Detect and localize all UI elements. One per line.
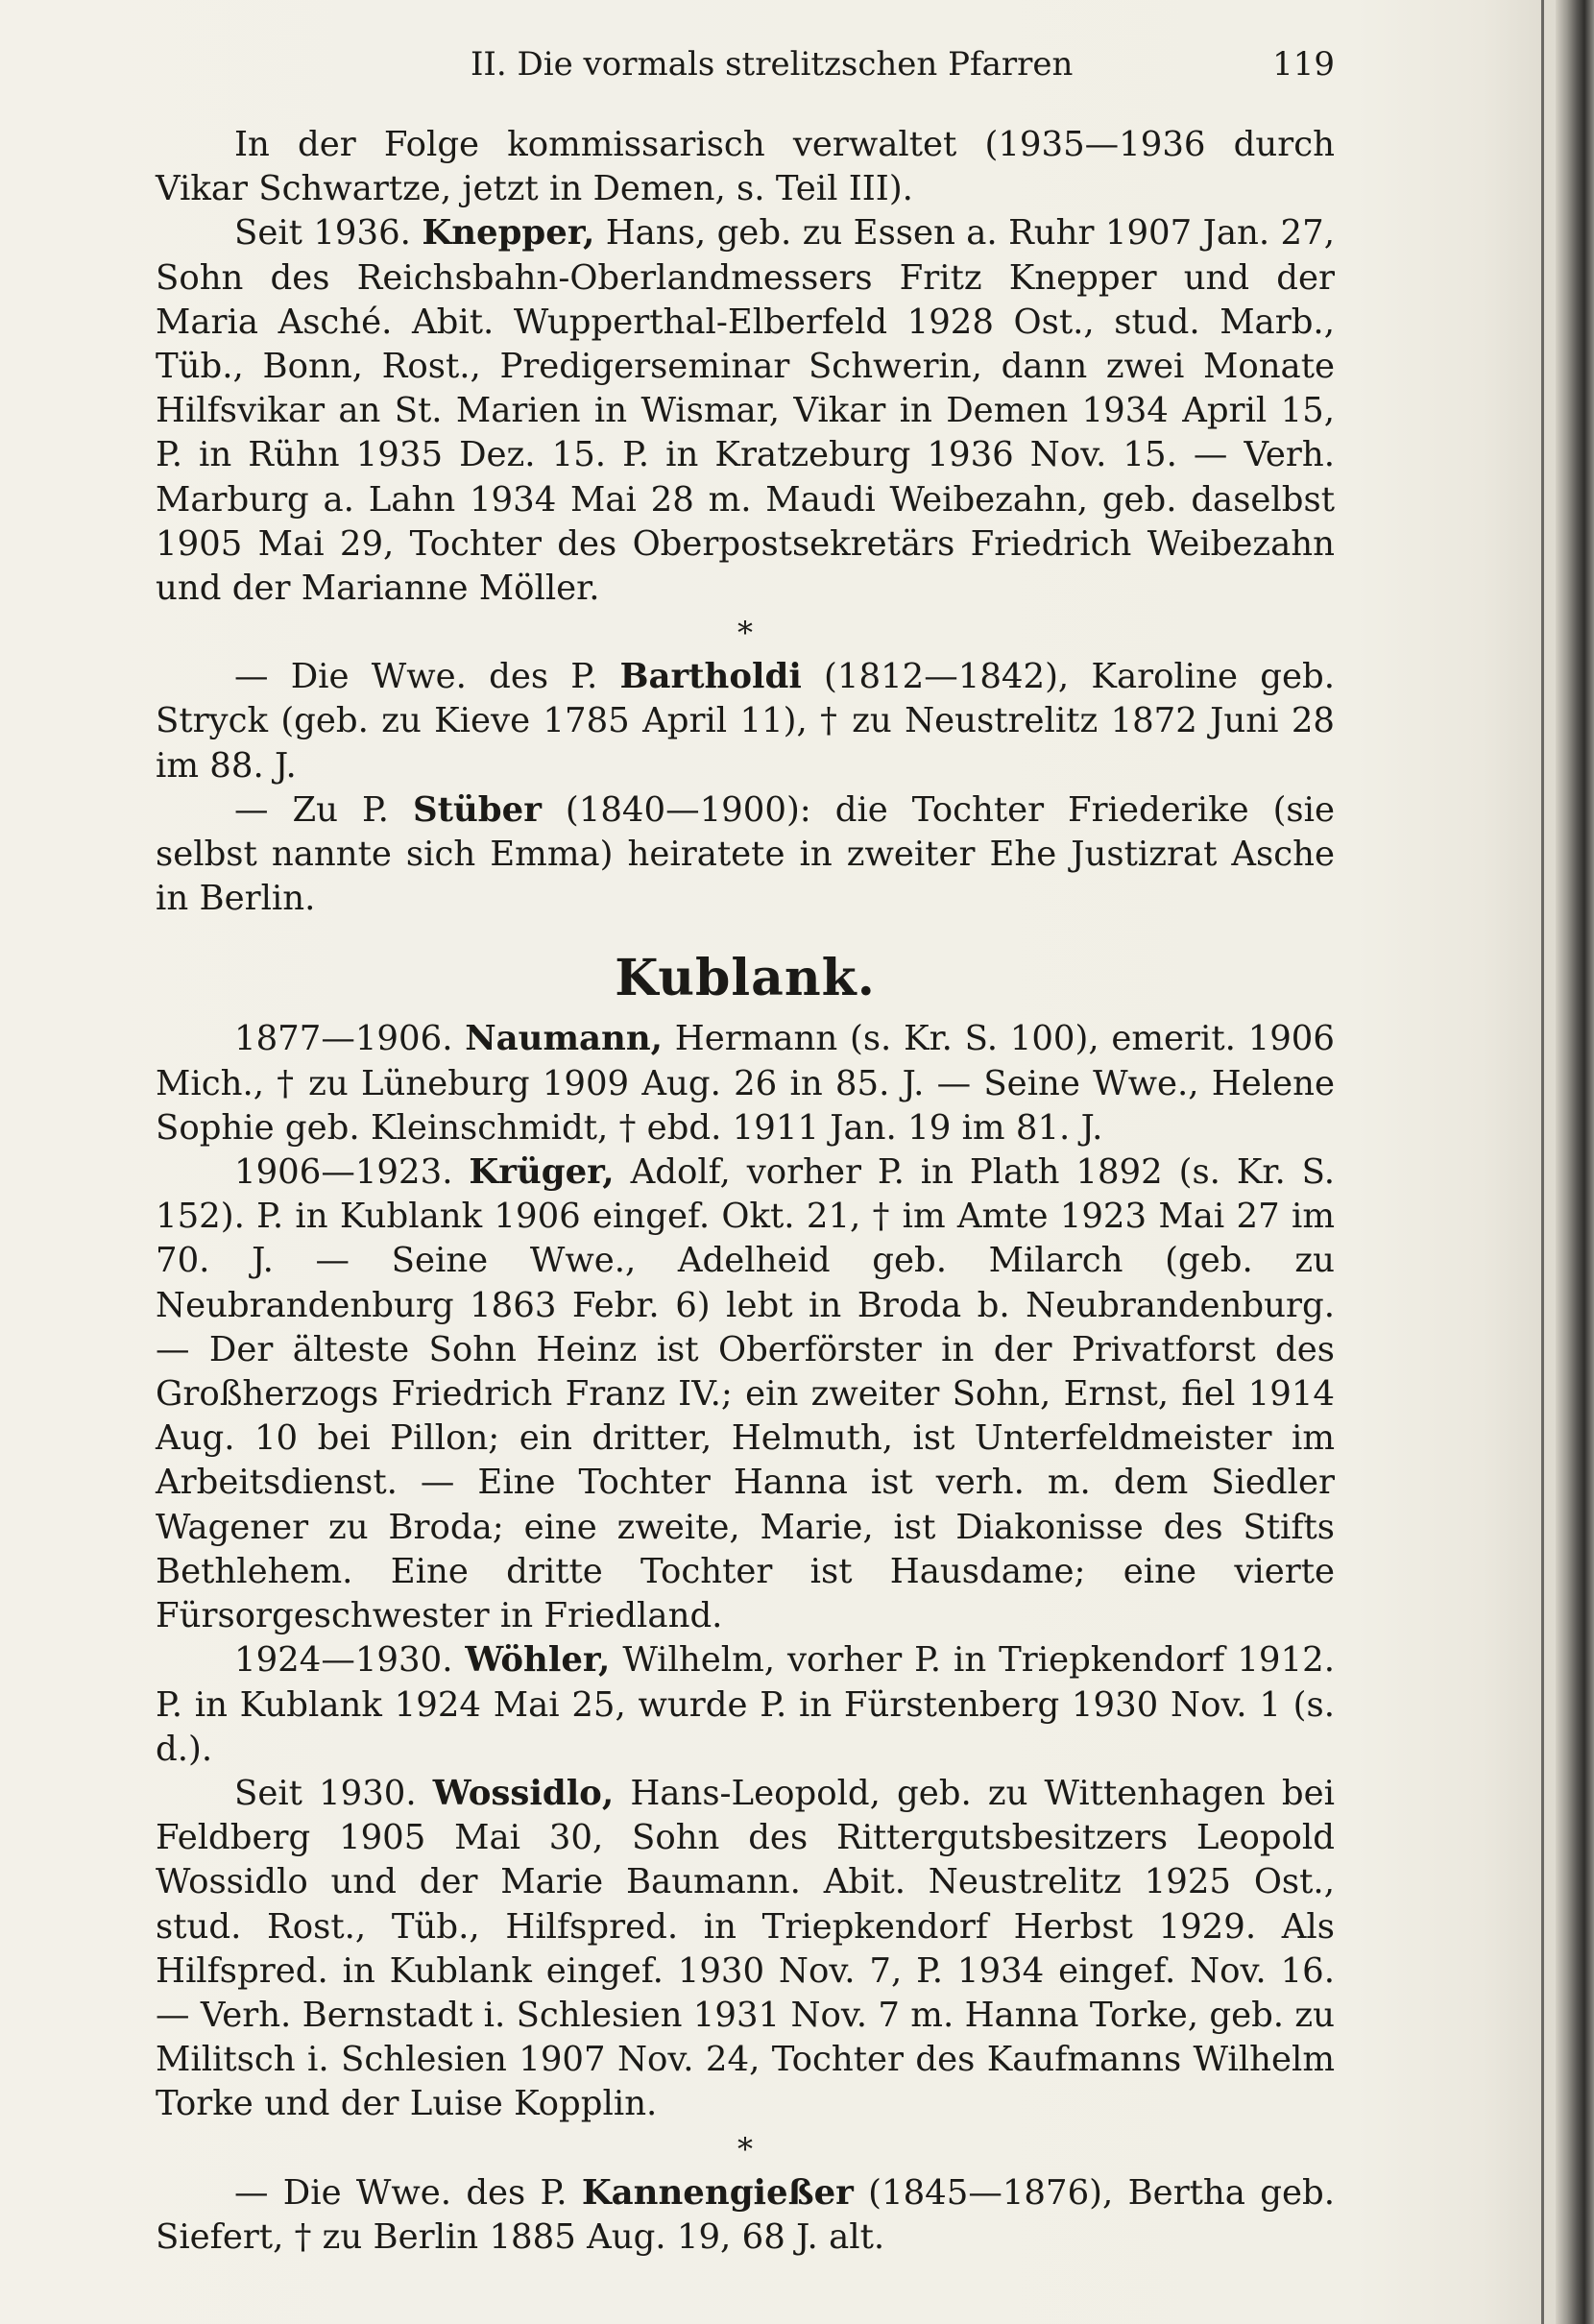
entry-knepper — [156, 211, 1335, 611]
entry-text: Adolf, vorher P. in Plath 1892 (s. Kr. S. 152). P. in Kublank 1906 eingef. Okt. 21, † im Amte 1923 Mai 27 im 70. J. — Seine Wwe., Adelheid geb. Milarch (geb. zu Neubrandenburg 1863 Febr. 6) lebt in Broda b. Neubrandenburg. — Der älteste Sohn Heinz ist Oberförster in der Privatforst des Großherzogs Friedrich Franz IV.; ein zweiter Sohn, Ernst, fiel 1914 Aug. 10 bei Pillon; ein dritter, Helmuth, ist Unterfeldmeister im Arbeitsdienst. — Eine Tochter Hanna ist verh. m. dem Siedler Wagener zu Broda; eine zweite, Marie, ist Diakonisse des Stifts Bethlehem. Eine dritte Tochter ist Hausdame; eine vierte Fürsorgeschwester in Friedland. — [156, 1152, 1335, 1636]
entry-date: 1924—1930. — [234, 1640, 453, 1681]
entry-text: Wilhelm, vorher P. in Triepkendorf 1912. P. in Kublank 1924 Mai 25, wurde P. in Fürstenberg 1930 Nov. 1 (s. d.). — [156, 1640, 1335, 1769]
note-text: (1840—1900): die Tochter Friederike (sie selbst nannte sich Emma) heiratete in zweiter Ehe Justizrat Asche in Berlin. — [156, 789, 1335, 919]
note-prefix: — Die Wwe. des P. — [234, 657, 598, 697]
running-title: II. Die vormals strelitzschen Pfarren — [471, 45, 1074, 84]
running-header — [154, 40, 1335, 88]
section-separator-star: * — [737, 2130, 753, 2167]
entry-date: Seit 1936. — [234, 213, 411, 254]
note-name: Bartholdi — [619, 657, 802, 697]
note-kannengiesser — [156, 2171, 1335, 2260]
page-number: 119 — [1272, 45, 1335, 84]
entry-wossidlo — [156, 1772, 1335, 2127]
section-separator-star: * — [737, 615, 753, 652]
parish-heading: Kublank. — [615, 949, 876, 1008]
entry-date: 1906—1923. — [234, 1152, 453, 1193]
entry-woehler — [156, 1638, 1335, 1772]
entry-name: Knepper, — [422, 213, 595, 254]
entry-text: Hermann (s. Kr. S. 100), emerit. 1906 Mich., † zu Lüneburg 1909 Aug. 26 in 85. J. — Seine Wwe., Helene Sophie geb. Kleinschmidt, † ebd. 1911 Jan. 19 im 81. J. — [156, 1019, 1335, 1148]
paragraph-interim: In der Folge kommissarisch verwaltet (1935—1936 durch Vikar Schwartze, jetzt in Demen, s. Teil III). — [156, 125, 1335, 209]
entry-text: Hans, geb. zu Essen a. Ruhr 1907 Jan. 27, Sohn des Reichsbahn-Oberlandmessers Fritz Knepper und der Maria Asché. Abit. Wupperthal-Elberfeld 1928 Ost., stud. Marb., Tüb., Bonn, Rost., Predigerseminar Schwerin, dann zwei Monate Hilfsvikar an St. Marien in Wismar, Vikar in Demen 1934 April 15, P. in Rühn 1935 Dez. 15. P. in Kratzeburg 1936 Nov. 15. — Verh. Marburg a. Lahn 1934 Mai 28 m. Maudi Weibezahn, geb. daselbst 1905 Mai 29, Tochter des Oberpostsekretärs Friedrich Weibezahn und der Marianne Möller. — [156, 213, 1335, 609]
entry-text: Hans-Leopold, geb. zu Wittenhagen bei Feldberg 1905 Mai 30, Sohn des Rittergutsbesitzers Leopold Wossidlo und der Marie Baumann. Abit. Neustrelitz 1925 Ost., stud. Rost., Tüb., Hilfspred. in Triepkendorf Herbst 1929. Als Hilfspred. in Kublank eingef. 1930 Nov. 7, P. 1934 eingef. Nov. 16. — Verh. Bernstadt i. Schlesien 1931 Nov. 7 m. Hanna Torke, geb. zu Militsch i. Schlesien 1907 Nov. 24, Tochter des Kaufmanns Wilhelm Torke und der Luise Kopplin. — [156, 1773, 1335, 2124]
entry-date: Seit 1930. — [234, 1773, 417, 1813]
entry-name: Krüger, — [469, 1152, 615, 1193]
entry-date: 1877—1906. — [234, 1019, 453, 1059]
note-text: (1812—1842), Karoline geb. Stryck (geb. zu Kieve 1785 April 11), † zu Neustrelitz 1872 Juni 28 im 88. J. — [156, 657, 1335, 786]
note-prefix: — Zu P. — [234, 789, 389, 830]
body-text — [156, 123, 1335, 2260]
note-name: Stüber — [412, 789, 542, 830]
book-spine-shadow — [1556, 0, 1594, 2324]
note-prefix: — Die Wwe. des P. — [234, 2172, 568, 2213]
entry-krueger — [156, 1150, 1335, 1638]
note-bartholdi — [156, 655, 1335, 788]
entry-name: Naumann, — [465, 1019, 664, 1059]
entry-naumann — [156, 1017, 1335, 1150]
note-name: Kannengießer — [581, 2172, 854, 2213]
note-stueber — [156, 788, 1335, 922]
entry-name: Wossidlo, — [432, 1773, 615, 1813]
note-text: (1845—1876), Bertha geb. Siefert, † zu Berlin 1885 Aug. 19, 68 J. alt. — [156, 2172, 1335, 2257]
page-edge-line — [1541, 0, 1544, 2324]
entry-name: Wöhler, — [465, 1640, 611, 1681]
